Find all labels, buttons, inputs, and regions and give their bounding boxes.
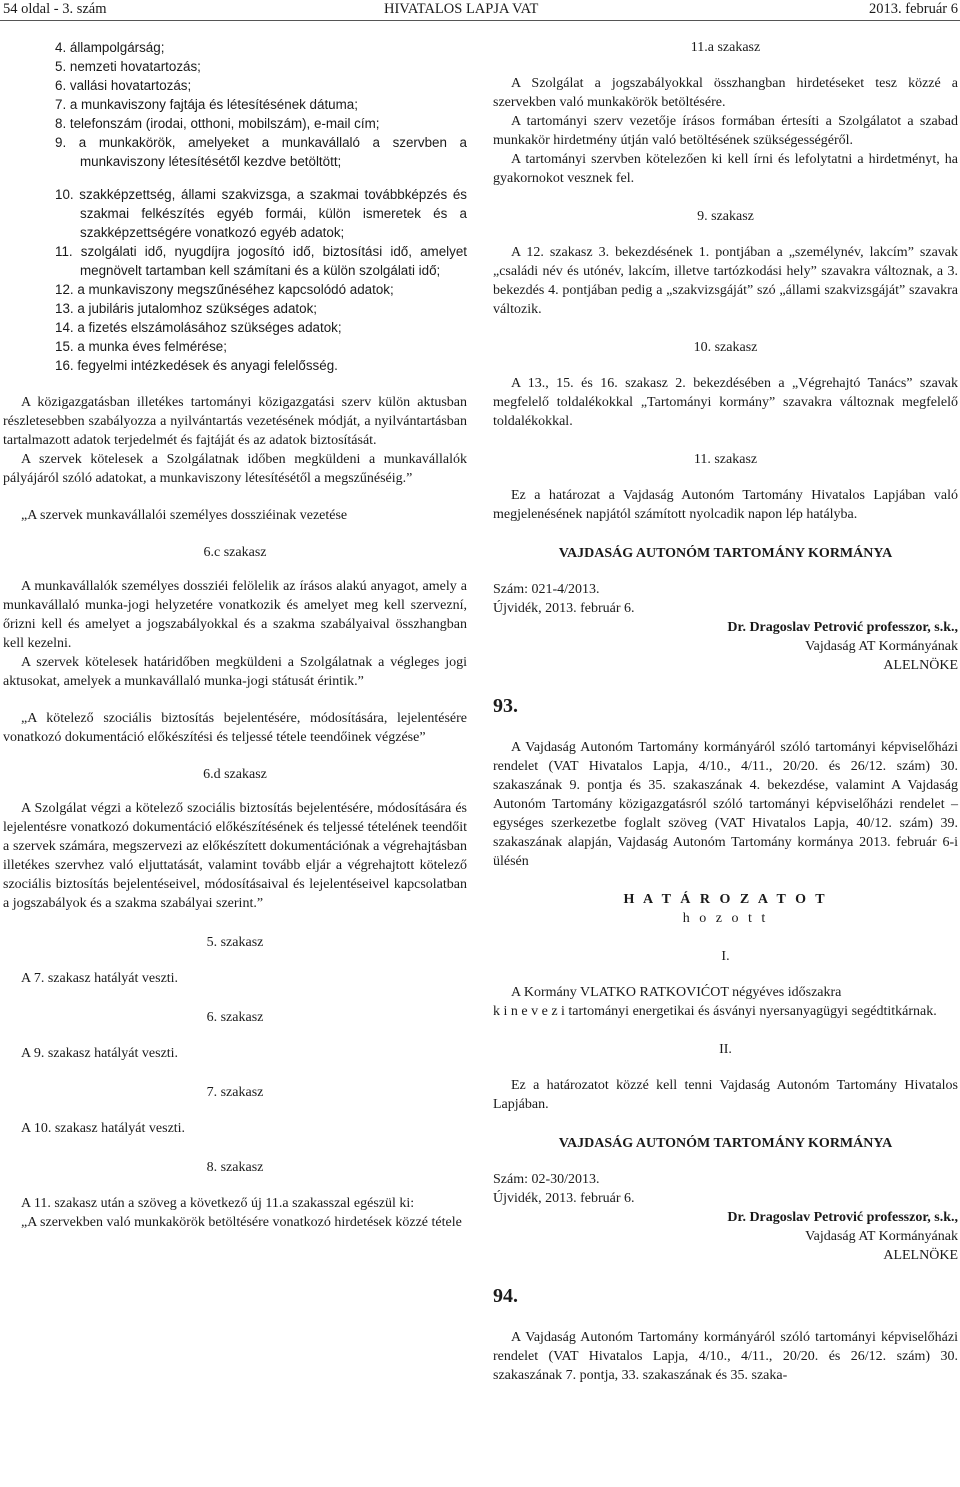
paragraph: A Vajdaság Autonóm Tartomány kormányáról szóló tartományi képviselőházi rendelet (VAT Hivatalos Lapja, 4/10., 4/11., 20/20. és 26/12. szám) 30. szakaszának 7. pontja, 33. szakaszának és 35. szaka-: [493, 1330, 958, 1383]
paragraph: A munkavállalók személyes dossziéi felölelik az írásos alakú anyagot, amely a munkavállaló munka-jogi helyzetére vonatkozik és amelyet meg kell szervezní, őrizni kell és amelyet a jogszabályokkal és a szakma szabályaival összhangban kell kezelni.: [3, 579, 467, 651]
document-number: Szám: 02-30/2013.: [493, 1172, 600, 1187]
header-page-number: 54 oldal - 3. szám: [3, 1, 107, 17]
paragraph: A tartományi szervben kötelezően ki kell írni és lefolytatni a hirdetményt, ha gyakornokot vesznek fel.: [493, 152, 958, 186]
paragraph: A közigazgatásban illetékes tartományi közigazgatási szerv külön aktusban részletesebben szabályozza a nyilvántartás vezetésének módját, a nyilvántartásban tartalmazott adatok terjedelmét és fajtáját és az adatok biztosítását.: [3, 395, 467, 448]
paragraph: A 10. szakasz hatályát veszti.: [21, 1121, 186, 1136]
signatory-role: Vajdaság AT Kormányának: [805, 639, 958, 654]
paragraph: Ez a határozatot közzé kell tenni Vajdaság Autonóm Tartomány Hivatalos Lapjában.: [493, 1078, 958, 1112]
paragraph: A 7. szakasz hatályát veszti.: [21, 971, 179, 986]
section-number: 8. szakasz: [206, 1160, 264, 1175]
list-item: 6. vallási hovatartozás;: [55, 78, 192, 93]
signatory-title: ALELNÖKE: [883, 1248, 958, 1263]
list-item: 15. a munka éves felmérése;: [55, 339, 227, 354]
list-item: 7. a munkaviszony fajtája és létesítésének dátuma;: [55, 97, 358, 112]
list-item: 4. állampolgárság;: [55, 40, 165, 55]
document-date: Újvidék, 2013. február 6.: [493, 601, 635, 616]
document-number-heading: 93.: [493, 695, 518, 717]
document-date: Újvidék, 2013. február 6.: [493, 1191, 635, 1206]
page-header: [0, 0, 960, 21]
list-item: 12. a munkaviszony megszűnéséhez kapcsolódó adatok;: [55, 282, 394, 297]
section-number: 7. szakasz: [206, 1085, 264, 1100]
signatory-title: ALELNÖKE: [883, 658, 958, 673]
paragraph: A Szolgálat a jogszabályokkal összhangban hirdetéseket tesz közzé a szervekben való munkakörök betöltésére.: [493, 76, 958, 110]
section-number: 11.a szakasz: [690, 40, 761, 55]
paragraph: A tartományi szerv vezetője írásos formában értesíti a Szolgálatot a szabad munkakör hirdetmény útján való betöltésének szükségességéről.: [493, 114, 958, 148]
list-professional-data: [55, 185, 467, 375]
list-item: 16. fegyelmi intézkedések és anyagi felelősség.: [55, 358, 338, 373]
header-date: 2013. február 6: [869, 1, 958, 17]
paragraph: A 12. szakasz 3. bekezdésének 1. pontjában a „személynév, lakcím” szavak „családi név és utónév, lakcím, illetve tartózkodási hely” szavakra változnak, a 3. bekezdés 4. pontjában pedig a „szakvizsgáját” szó „állami szakvizsgáját” szavakra változik.: [493, 245, 958, 317]
paragraph: „A szervekben való munkakörök betöltésére vonatkozó hirdetések közzé tétele: [21, 1215, 462, 1230]
roman-numeral: II.: [719, 1042, 732, 1057]
signatory-name: Dr. Dragoslav Petrović professzor, s.k.,: [727, 620, 958, 635]
section-number: 6.c szakasz: [203, 545, 267, 560]
paragraph: A Vajdaság Autonóm Tartomány kormányáról szóló tartományi képviselőházi rendelet (VAT Hivatalos Lapja, 4/10., 4/11., 20/20. és 26/12. szám) 30. szakaszának 9. pontja és 35. szakaszának 4. bekezdése, valamint A Vajdaság Autonóm Tartomány közigazgatásról szóló tartományi képviselőházi rendelet – egységes szerkezetbe foglalt szöveg (VAT Hivatalos Lapja, 40/12. szám) 39. szakaszának alapján, Vajdaság Autonóm Tartomány kormánya 2013. február 6-i ülésén: [493, 740, 958, 869]
document-number: Szám: 021-4/2013.: [493, 582, 600, 597]
roman-numeral: I.: [721, 949, 730, 964]
government-heading: VAJDASÁG AUTONÓM TARTOMÁNY KORMÁNYA: [558, 546, 893, 561]
signatory-name: Dr. Dragoslav Petrović professzor, s.k.,: [727, 1210, 958, 1225]
signatory-role: Vajdaság AT Kormányának: [805, 1229, 958, 1244]
paragraph: k i n e v e z i tartományi energetikai és ásványi nyersanyagügyi segédtitkárnak.: [493, 1004, 937, 1019]
list-item: 5. nemzeti hovatartozás;: [55, 59, 201, 74]
paragraph: Ez a határozat a Vajdaság Autonóm Tartomány Hivatalos Lapjában való megjelenésének napjától számított nyolcadik napon lép hatályba.: [493, 488, 958, 522]
section-number: 11. szakasz: [693, 452, 758, 467]
list-item: 13. a jubiláris jutalomhoz szükséges adatok;: [55, 301, 318, 316]
paragraph: A 13., 15. és 16. szakasz 2. bekezdésében a „Végrehajtó Tanács” szavak megfelelő toldalékokkal „Tartományi kormány” szavakra változnak megfelelő toldalékokkal.: [493, 376, 958, 429]
paragraph: A Szolgálat végzi a kötelező szociális biztosítás bejelentésére, módosítására és lejelentésre vonatkozó dokumentáció előkészítésének és teljessé tételének teendőit a szervek számára, megszervezi az előkészített dokumentációnak a végrehajtásban illetékes szervhez való eljuttatását, valamint tovább eljár a végrehajtott kötelező szociális biztosítás bejelentéseivel, módosításaival és lejelentéseivel kapcsolatban a jogszabályok és a szakma szabályai szerint.”: [3, 801, 467, 911]
list-item: 9. a munkakörök, amelyeket a munkavállaló a szervben a munkaviszony létesítésétől kezdve betöltött;: [55, 135, 467, 169]
section-heading: „A szervek munkavállalói személyes dossziéinak vezetése: [21, 508, 348, 523]
section-number: 9. szakasz: [697, 209, 754, 224]
paragraph: A 9. szakasz hatályát veszti.: [21, 1046, 179, 1061]
paragraph: A 11. szakasz után a szöveg a következő új 11.a szakasszal egészül ki:: [21, 1196, 415, 1211]
decision-subheading: h o z o t t: [682, 911, 769, 926]
list-personal-data: [3, 38, 467, 171]
section-number: 5. szakasz: [206, 935, 264, 950]
paragraph: A szervek kötelesek a Szolgálatnak időben megküldeni a munkavállalók pályájáról szóló adatokat, a munkaviszony létesítésétől a megszűnéséig.”: [3, 452, 467, 486]
list-item: 8. telefonszám (irodai, otthoni, mobilszám), e-mail cím;: [55, 116, 380, 131]
right-column: [493, 38, 958, 1385]
left-column: [3, 38, 467, 1232]
list-item: 14. a fizetés elszámolásához szükséges adatok;: [55, 320, 342, 335]
section-number: 6. szakasz: [206, 1010, 264, 1025]
decision-heading: H A T Á R O Z A T O T: [623, 892, 828, 907]
section-heading: „A kötelező szociális biztosítás bejelentésére, módosítására, lejelentésére vonatkozó dokumentáció előkészítési és teljessé tétele teendőinek végzése”: [3, 711, 467, 745]
section-number: 10. szakasz: [693, 340, 758, 355]
government-heading: VAJDASÁG AUTONÓM TARTOMÁNY KORMÁNYA: [558, 1136, 893, 1151]
list-item: 11. szolgálati idő, nyugdíjra jogosító idő, biztosítási idő, amelyet megnövelt tartamban kell számítani és a külön szolgálati idő;: [55, 244, 467, 278]
document-number-heading: 94.: [493, 1285, 518, 1307]
paragraph: A szervek kötelesek határidőben megküldeni a Szolgálatnak a végleges jogi aktusokat, amelyek a munkavállaló munka-jogi státusát érintik.”: [3, 655, 467, 689]
section-number: 6.d szakasz: [203, 767, 267, 782]
list-item: 10. szakképzettség, állami szakvizsga, a szakmai továbbképzés és szakmai felkészítés egyéb formái, külön ismeretek és a szakképzettségére vonatkozó egyéb adatok;: [55, 187, 467, 240]
header-publication: HIVATALOS LAPJA VAT: [384, 1, 539, 17]
paragraph: A Kormány VLATKO RATKOVIĆOT négyéves időszakra: [511, 985, 842, 1000]
